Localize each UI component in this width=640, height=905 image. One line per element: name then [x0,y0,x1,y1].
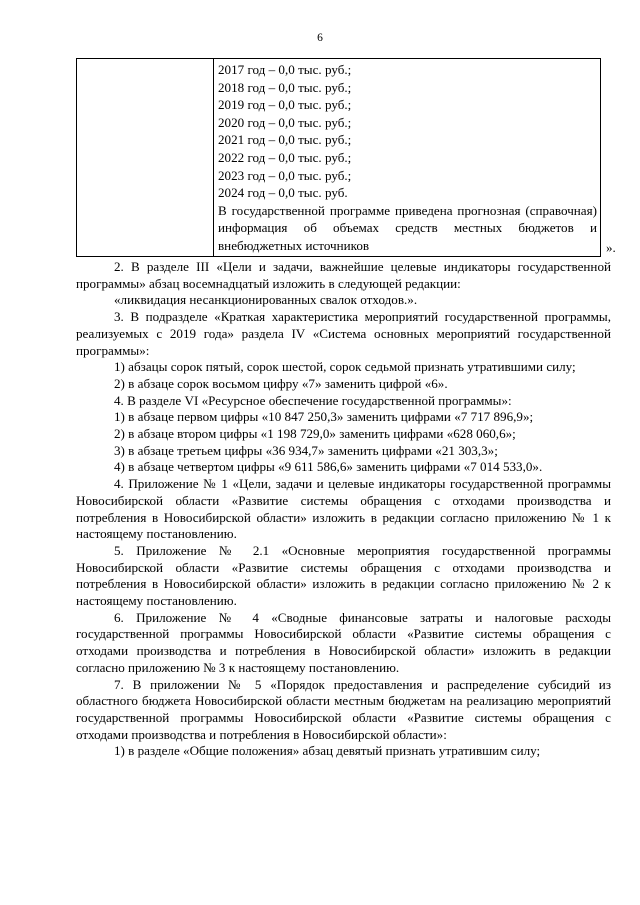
paragraph: 1) в абзаце первом цифры «10 847 250,3» заменить цифрами «7 717 896,9»; [114,409,534,425]
paragraph: 3. В подразделе «Краткая характеристика мероприятий государственной программы, реализуемых с 2019 года» раздела IV «Система основных мероприятий государственной программы»: [76,309,611,358]
closing-quote: ». [606,240,616,256]
paragraph: 2) в абзаце сорок восьмом цифру «7» заменить цифрой «6». [114,375,448,391]
funding-year-line: 2024 год – 0,0 тыс. руб. [218,185,348,201]
paragraph: 7. В приложении № 5 «Порядок предоставления и распределение субсидий из областного бюджета Новосибирской области местным бюджетам на реализацию мероприятий государственной программы Новосибирской области «Развитие системы обращения с отходами производства и потребления в Новосибирской области»: [76,676,611,742]
paragraph: 4) в абзаце четвертом цифры «9 611 586,6» заменить цифрами «7 014 533,0». [114,459,543,475]
paragraph: «ликвидация несанкционированных свалок отходов.». [114,292,418,308]
paragraph: 3) в абзаце третьем цифры «36 934,7» заменить цифрами «21 303,3»; [114,442,498,458]
funding-note: В государственной программе приведена прогнозная (справочная) информация об объемах средств местных бюджетов и внебюджетных источников [218,202,597,253]
funding-year-line: 2022 год – 0,0 тыс. руб.; [218,149,352,165]
paragraph: 5. Приложение № 2.1 «Основные мероприятия государственной программы Новосибирской области «Развитие системы обращения с отходами производства и потребления в Новосибирской области» изложить в редакции согласно приложению № 2 к настоящему постановлению. [76,542,611,609]
paragraph: 6. Приложение № 4 «Сводные финансовые затраты и налоговые расходы государственной программы Новосибирской области «Развитие системы обращения с отходами производства и потребления в Новосибирской области» изложить в редакции согласно приложению № 3 к настоящему постановлению. [76,609,611,675]
funding-year-line: 2017 год – 0,0 тыс. руб.; [218,62,352,77]
funding-year-line: 2019 год – 0,0 тыс. руб.; [218,97,352,113]
table-cell-funding [214,59,601,257]
paragraph: 1) в разделе «Общие положения» абзац девятый признать утратившим силу; [114,743,541,759]
paragraph: 4. Приложение № 1 «Цели, задачи и целевые индикаторы государственной программы Новосибирской области «Развитие системы обращения с отходами производства и потребления в Новосибирской области» изложить в редакции согласно приложению № 1 к настоящему постановлению. [76,476,611,542]
funding-year-line: 2023 год – 0,0 тыс. руб.; [218,167,352,183]
funding-year-line: 2020 год – 0,0 тыс. руб.; [218,114,352,130]
document-body [76,259,611,760]
funding-year-line: 2021 год – 0,0 тыс. руб.; [218,132,352,148]
page-number: 6 [317,32,323,44]
table-row [77,59,627,257]
table-cell-empty [77,59,214,257]
funding-table [76,58,626,257]
paragraph: 1) абзацы сорок пятый, сорок шестой, сорок седьмой признать утратившими силу; [114,359,576,375]
funding-year-line: 2018 год – 0,0 тыс. руб.; [218,79,352,95]
paragraph: 2) в абзаце втором цифры «1 198 729,0» заменить цифрами «628 060,6»; [114,426,516,442]
paragraph: 2. В разделе III «Цели и задачи, важнейшие целевые индикаторы государственной программы» абзац восемнадцатый изложить в следующей редакции: [76,259,611,291]
paragraph: 4. В разделе VI «Ресурсное обеспечение государственной программы»: [114,392,512,408]
